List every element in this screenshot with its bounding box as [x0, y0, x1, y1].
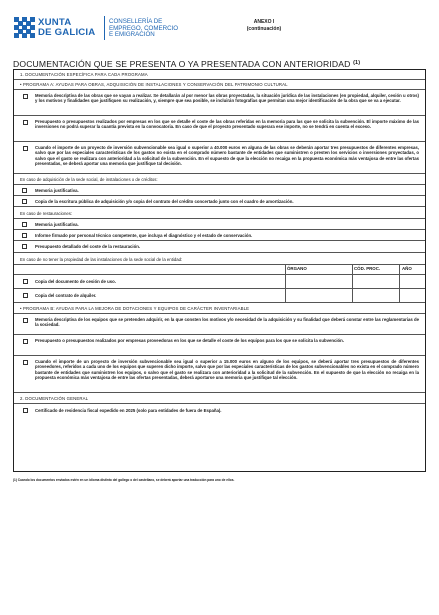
restoration-label-text: En caso de restauraciones:	[20, 211, 73, 216]
nonowner-label	[14, 253, 425, 265]
column-divider	[399, 289, 400, 302]
column-divider	[352, 289, 353, 302]
title-footnote-ref: (1)	[353, 60, 361, 66]
annex-label	[245, 19, 283, 32]
checkbox[interactable]	[23, 318, 28, 323]
column-divider	[285, 289, 286, 302]
document-header	[13, 14, 426, 50]
programB-heading-text: • PROGRAMA B: AYUDAS PARA LA MEJORA DE DOTACIONES Y EQUIPOS DE CARÁCTER INVENTARIABLE	[20, 306, 250, 311]
restoration-item-2	[14, 230, 425, 241]
ministry-line2: EMPREGO, COMERCIO	[109, 24, 179, 32]
programA-heading-text: • PROGRAMA A: AYUDAS PARA OBRAS, ADQUISICIÓN DE INSTALACIONES Y CONSERVACIÓN DEL PATRIMONIO CULTURAL	[20, 82, 288, 87]
item-text: Memoria justificativa.	[35, 188, 79, 193]
section2-heading-text: 2. DOCUMENTACIÓN GENERAL	[20, 396, 89, 401]
column-divider	[285, 275, 286, 288]
item-text: Informe firmado por personal técnico competente, que incluya el diagnóstico y el estado de conservación.	[35, 233, 253, 238]
item-text: Cuando el importe de un proyecto de inversión subvencionable sea igual o superior a 15.000 euros en alguno de los equipos, se deberá aportar tres presupuestos de diferentes proveedores, referidos a cada uno de los equipos que superen dicho importe, salvo que por las especiales características de los gastos subvencionables no exista en el comprado número bastante de entidades que suministren los equipos, o salvo que el gasto se realizara con anterioridad a la solicitud de la subvención. En el supuesto de que la elección no recaiga en la propuesta económica más ventajosa de entre las ofertas presentadas, deberá aportarse una memoria que justifique tal elección.	[35, 359, 419, 380]
item-text: Copia del contrato de alquiler.	[35, 293, 97, 298]
xunta-wordmark	[38, 18, 95, 37]
footnote: (1) Cuando los documentos enviados estén en un idioma distinto del gallego o del castellano, se deberá aportar una traducción para uno de ellos.	[13, 478, 235, 482]
column-divider	[352, 275, 353, 288]
programA-item-2	[14, 116, 425, 142]
item-text: Presupuesto detallado del coste de la restauración.	[35, 244, 141, 249]
programB-item-1	[14, 314, 425, 335]
nonowner-item-1	[14, 275, 425, 289]
ministry-name	[109, 19, 178, 39]
xunta-emblem-icon	[13, 16, 36, 39]
logo-line1: XUNTA	[38, 17, 72, 28]
checkbox[interactable]	[23, 339, 28, 344]
item-text: Copia de la escritura pública de adquisición y/o copia del contrato del crédito concertado junto con el cuadro de amortización.	[35, 199, 294, 204]
annex-subtitle: (continuación)	[246, 25, 282, 32]
documentation-form	[13, 69, 426, 472]
checkbox[interactable]	[22, 244, 27, 249]
checkbox[interactable]	[23, 293, 28, 298]
column-header-year: AÑO	[402, 266, 412, 271]
item-text: Memoria descriptiva de los equipos que se pretenden adquirir, en la que consten los motivos y/o necesidad de la adquisición y su finalidad que deberá constar entre las reglamentarias de la sociedad.	[35, 317, 419, 328]
item-text: Copia del documento de cesión de uso.	[35, 279, 116, 284]
page-title	[13, 58, 426, 69]
xunta-logo	[13, 14, 109, 44]
section1-heading-text: 1. DOCUMENTACIÓN ESPECÍFICA PARA CADA PROGRAMA	[20, 72, 148, 77]
column-divider	[285, 265, 286, 274]
item-text: Memoria justificativa.	[35, 222, 79, 227]
column-divider	[399, 275, 400, 288]
checkbox[interactable]	[23, 360, 28, 365]
item-text: Cuando el importe de un proyecto de inversión subvencionable sea igual o superior a 40.000 euros en alguna de las obras se deberán aportar tres presupuestos de diferentes empresas, salvo que por las especiales características de los gastos no exista en el comprado número bastante de entidades que suministren o presten los servicios o inversiones proyectadas, o salvo que el gasto se realizara con anterioridad a la solicitud de la subvención. En el supuesto de que la elección no recaiga en la propuesta económica más ventajosa de entre las ofertas presentadas, se deberá aportar una memoria que justifique tal decisión.	[35, 145, 419, 166]
annex-title: ANEXO I	[253, 19, 275, 25]
checkbox[interactable]	[22, 199, 27, 204]
column-header-code: CÓD. PROC.	[354, 266, 381, 271]
checkbox[interactable]	[22, 233, 27, 238]
programB-item-2	[14, 335, 425, 356]
logo-divider	[104, 16, 105, 40]
restoration-item-1	[14, 219, 425, 230]
checkbox[interactable]	[22, 222, 27, 227]
programB-heading	[14, 303, 425, 314]
acquisition-label-text: En caso de adquisición de la sede social, de instalaciones o de créditos:	[20, 177, 158, 182]
acquisition-item-1	[14, 185, 425, 196]
acquisition-label	[14, 174, 425, 185]
logo-line2: DE GALICIA	[38, 26, 96, 38]
restoration-label	[14, 207, 425, 219]
section2-item-1	[14, 404, 425, 417]
column-divider	[352, 265, 353, 274]
programB-item-3	[14, 356, 425, 393]
checkbox[interactable]	[23, 408, 28, 413]
checkbox[interactable]	[23, 120, 28, 125]
programA-item-3	[14, 142, 425, 174]
programA-item-1	[14, 90, 425, 116]
nonowner-item-2	[14, 289, 425, 303]
page-title-text: DOCUMENTACIÓN QUE SE PRESENTA O YA PRESENTADA CON ANTERIORIDAD	[13, 59, 351, 69]
checkbox[interactable]	[23, 279, 28, 284]
column-divider	[399, 265, 400, 274]
checkbox[interactable]	[23, 146, 28, 151]
section2-heading	[14, 393, 425, 404]
item-text: Presupuesto o presupuestos realizados por empresas en los que se detalle el coste de las obras referidas en la memoria para las que se solicita la subvención. El importe máximo de las inversiones no podrá superar la cuantía prevista en la convocatoria. En caso de que el proyecto presentado superara ese importe, no se tendrá en cuenta el exceso.	[35, 119, 419, 130]
programA-heading	[14, 80, 425, 90]
ministry-line3: E EMIGRACIÓN	[109, 31, 155, 39]
section1-heading	[14, 70, 425, 80]
ministry-line1: CONSELLERÍA DE	[109, 18, 163, 25]
nonowner-column-headers	[14, 265, 425, 275]
nonowner-label-text: En caso de no tener la propiedad de las instalaciones de la sede social de la entidad:	[20, 257, 183, 262]
acquisition-item-2	[14, 196, 425, 207]
checkbox[interactable]	[22, 188, 27, 193]
column-header-organ: ÓRGANO	[287, 266, 307, 271]
item-text: Certificado de residencia fiscal expedido en 2025 (solo para entidades de fuera de España).	[35, 408, 222, 413]
item-text: Memoria descriptiva de las obras que se vayan a realizar. Se detallarán al por menor las obras proyectadas, la situación jurídica de las instalaciones (en propiedad, alquiler, cesión u otros) y los motivos y finalidades que justifiquen su realización, y, siempre que sea posible, se incluirán fotografías que permitan una mejor identificación de la obra que se va a ejecutar.	[35, 93, 419, 104]
item-text: Presupuesto o presupuestos realizados por empresas proveedoras en los que se detalle el coste de los equipos para los que se solicita la subvención.	[35, 338, 345, 343]
restoration-item-3	[14, 241, 425, 253]
checkbox[interactable]	[23, 94, 28, 99]
